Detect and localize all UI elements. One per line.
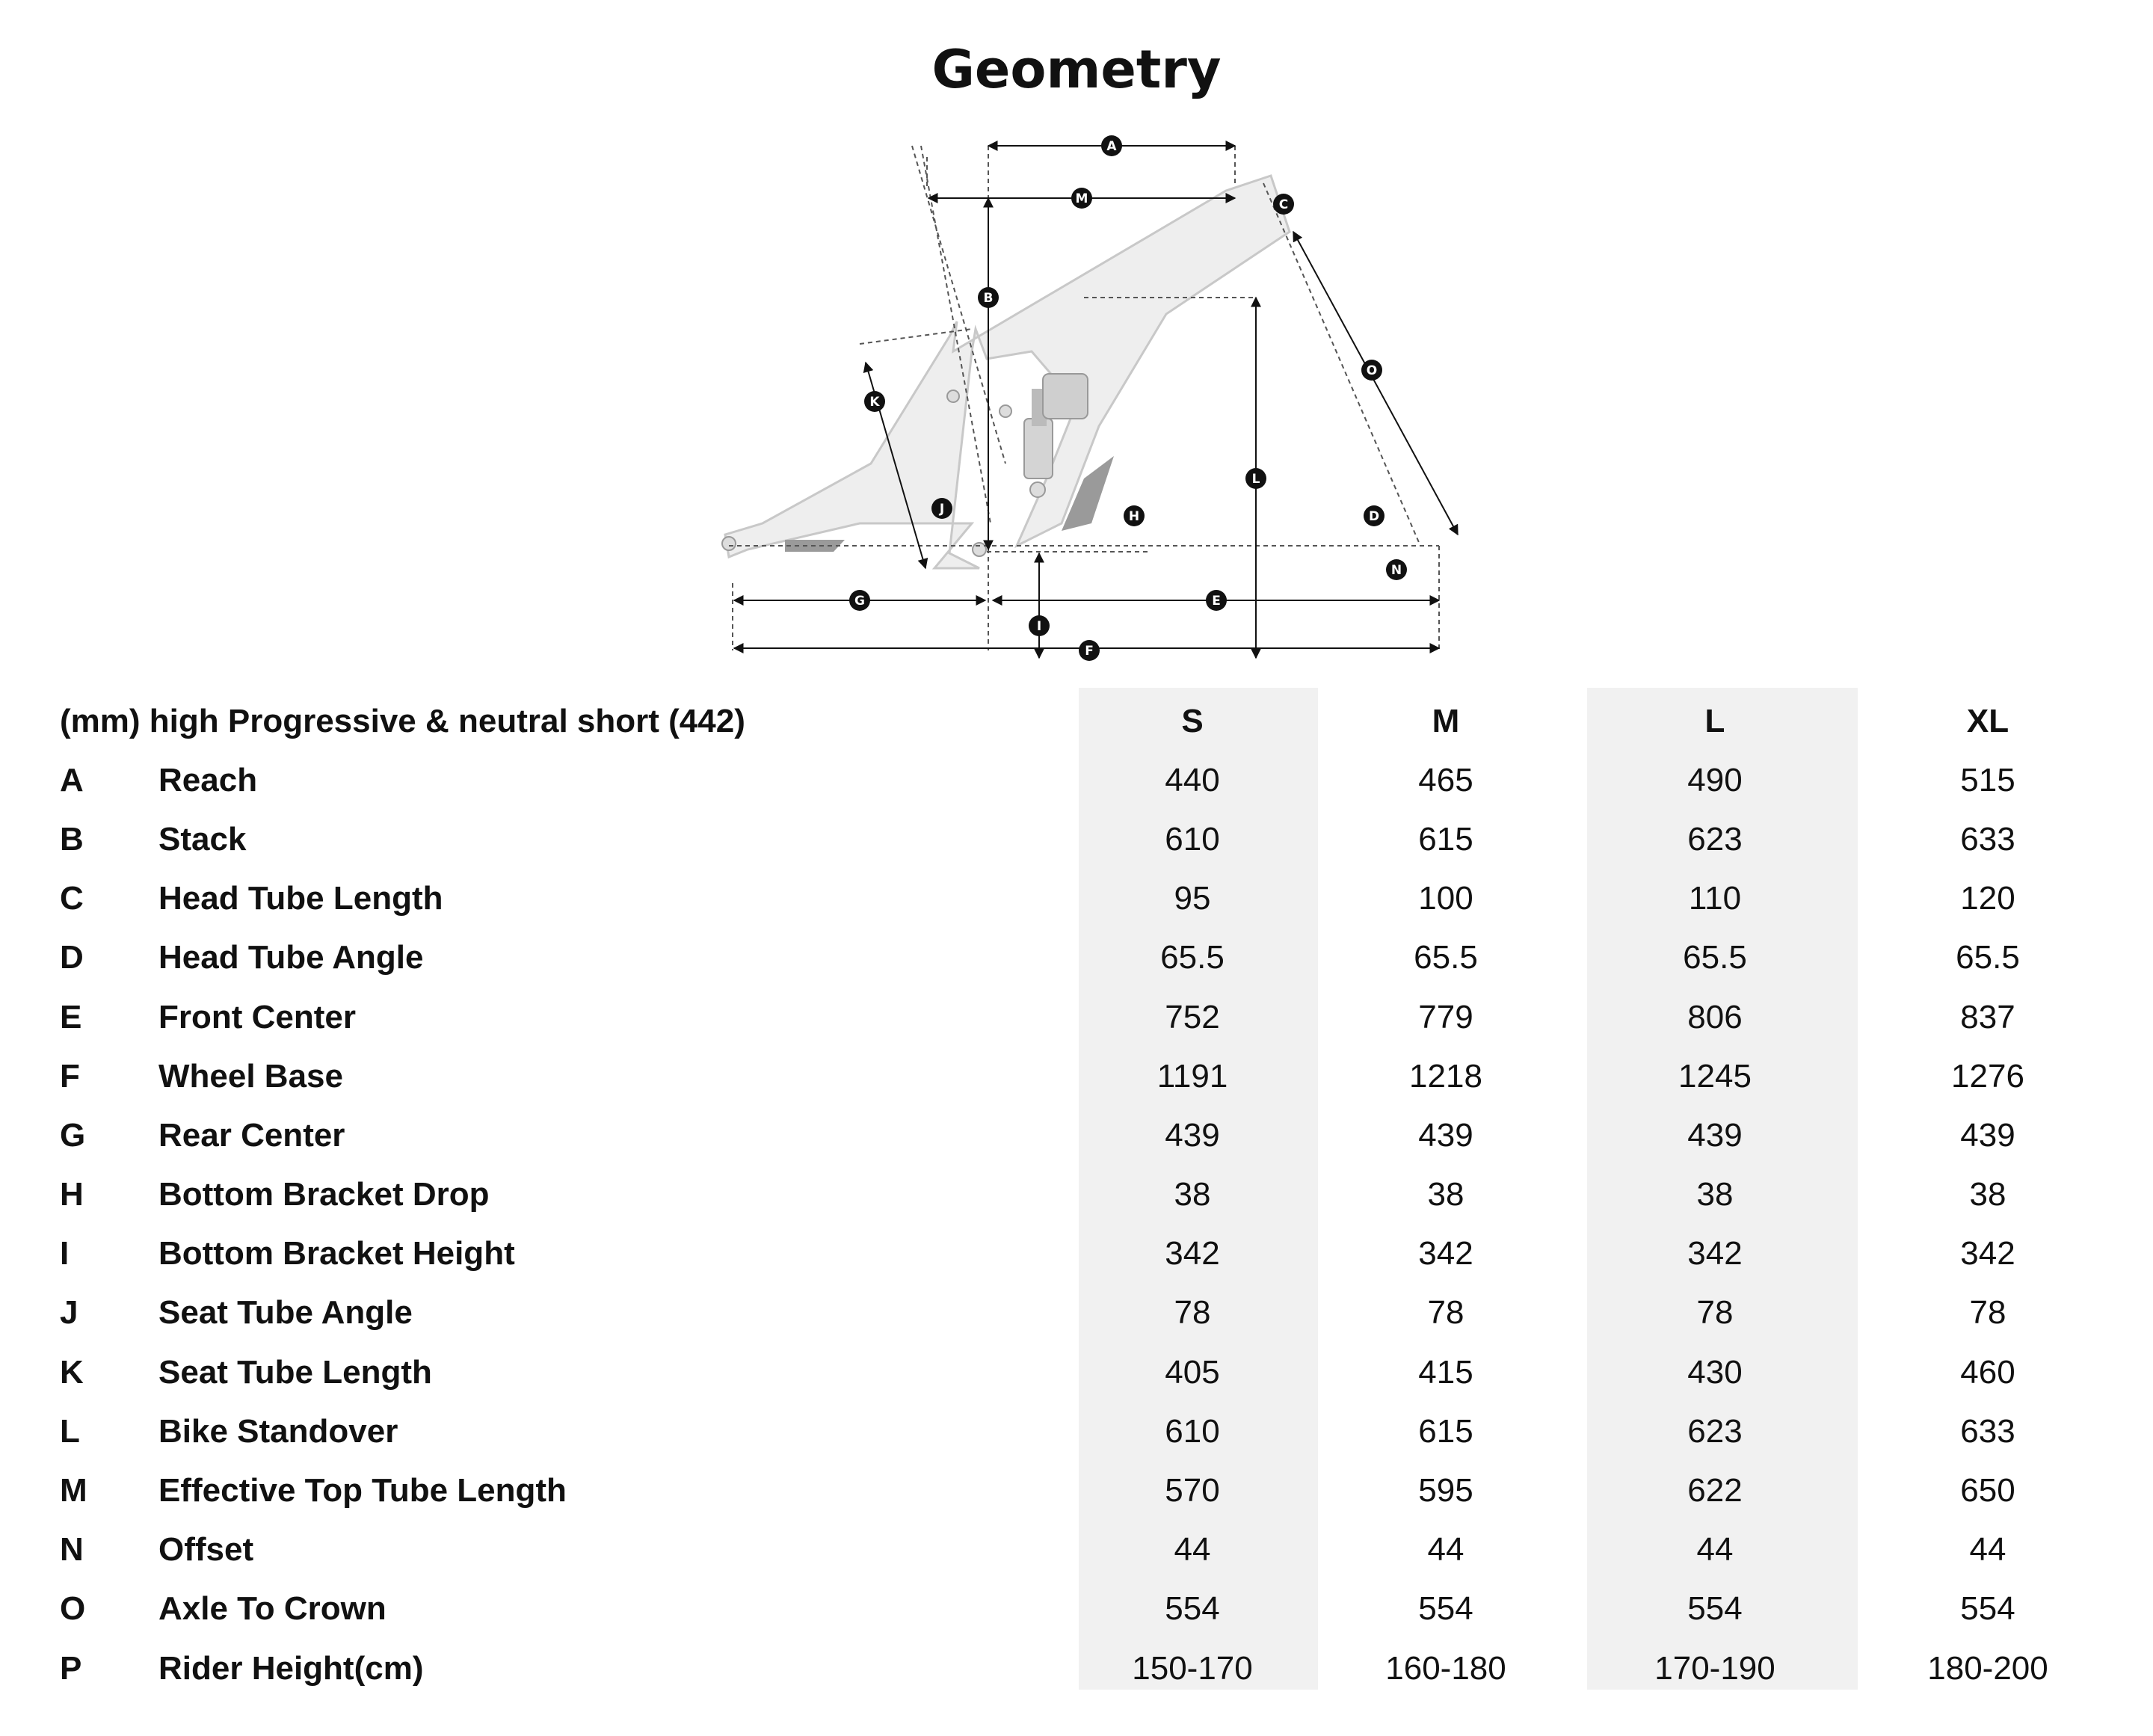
row-value: 160-180 <box>1385 1649 1506 1687</box>
table-row <box>60 1343 2125 1402</box>
table-row <box>60 869 2125 929</box>
table-row <box>60 1047 2125 1106</box>
row-letter: K <box>60 1353 84 1391</box>
label-e <box>1206 590 1227 611</box>
row-value: 610 <box>1165 1412 1220 1450</box>
row-letter: O <box>60 1590 86 1628</box>
table-row <box>60 810 2125 869</box>
row-value: 38 <box>1696 1176 1734 1213</box>
row-value: 779 <box>1418 998 1473 1035</box>
row-value: 623 <box>1687 820 1743 858</box>
size-header: S <box>1181 702 1204 739</box>
row-name: Seat Tube Length <box>158 1353 432 1391</box>
row-value: 1191 <box>1156 1057 1228 1095</box>
label-o-text: O <box>1366 363 1378 378</box>
table-row <box>60 1402 2125 1461</box>
row-value: 440 <box>1165 761 1220 798</box>
row-name: Seat Tube Angle <box>158 1294 413 1332</box>
table-row <box>60 1284 2125 1343</box>
label-d <box>1364 505 1384 526</box>
row-value: 554 <box>1165 1590 1220 1628</box>
geometry-table-body <box>60 692 2125 1698</box>
label-k-text: K <box>869 395 880 410</box>
row-value: 554 <box>1687 1590 1743 1628</box>
row-value: 170-190 <box>1654 1649 1775 1687</box>
row-letter: B <box>60 820 84 858</box>
row-value: 44 <box>1174 1531 1211 1569</box>
row-letter: L <box>60 1412 80 1450</box>
label-f-text: F <box>1085 644 1094 659</box>
geometry-table <box>60 692 2125 1698</box>
row-name: Bottom Bracket Height <box>158 1235 515 1272</box>
row-letter: C <box>60 880 84 917</box>
row-name: Head Tube Angle <box>158 939 424 976</box>
row-value: 633 <box>1960 1412 2015 1450</box>
link-pivot-2 <box>1000 405 1011 417</box>
table-row <box>60 1225 2125 1284</box>
row-value: 615 <box>1418 820 1473 858</box>
row-value: 342 <box>1960 1235 2015 1272</box>
row-value: 78 <box>1696 1294 1734 1332</box>
row-name: Axle To Crown <box>158 1590 386 1628</box>
row-value: 78 <box>1427 1294 1464 1332</box>
table-row <box>60 751 2125 810</box>
row-letter: I <box>60 1235 70 1272</box>
label-c-text: C <box>1278 197 1289 212</box>
row-name: Head Tube Length <box>158 880 443 917</box>
label-b <box>978 287 999 308</box>
row-name: Effective Top Tube Length <box>158 1472 567 1509</box>
bike-frame <box>725 176 1290 568</box>
table-row <box>60 1166 2125 1225</box>
row-value: 490 <box>1687 761 1743 798</box>
size-header: M <box>1432 702 1460 739</box>
row-value: 44 <box>1427 1531 1464 1569</box>
row-value: 38 <box>1969 1176 2006 1213</box>
row-value: 622 <box>1687 1472 1743 1509</box>
header-label: (mm) high Progressive & neutral short (442) <box>60 702 745 739</box>
row-letter: H <box>60 1176 84 1213</box>
row-letter: E <box>60 998 82 1035</box>
label-i-text: I <box>1036 619 1042 634</box>
label-k <box>864 391 885 412</box>
row-name: Front Center <box>158 998 356 1035</box>
label-a-text: A <box>1106 139 1117 154</box>
row-value: 439 <box>1687 1116 1743 1154</box>
row-name: Rider Height(cm) <box>158 1649 424 1687</box>
row-value: 1245 <box>1678 1057 1752 1095</box>
row-letter: G <box>60 1116 86 1154</box>
size-header: L <box>1704 702 1725 739</box>
row-value: 78 <box>1969 1294 2006 1332</box>
row-value: 439 <box>1165 1116 1220 1154</box>
row-name: Stack <box>158 820 247 858</box>
label-g <box>849 590 870 611</box>
table-row <box>60 1639 2125 1698</box>
row-value: 44 <box>1696 1531 1734 1569</box>
label-l <box>1245 468 1266 489</box>
row-letter: F <box>60 1057 80 1095</box>
label-c <box>1273 194 1294 215</box>
row-letter: A <box>60 761 84 798</box>
row-value: 65.5 <box>1683 939 1747 976</box>
row-value: 623 <box>1687 1412 1743 1450</box>
table-row <box>60 1521 2125 1580</box>
row-value: 554 <box>1418 1590 1473 1628</box>
table-row <box>60 1580 2125 1639</box>
row-value: 439 <box>1418 1116 1473 1154</box>
row-letter: D <box>60 939 84 976</box>
row-value: 610 <box>1165 820 1220 858</box>
label-o <box>1361 360 1382 381</box>
row-value: 65.5 <box>1956 939 2020 976</box>
label-b-text: B <box>983 291 994 306</box>
row-letter: N <box>60 1531 84 1569</box>
row-letter: P <box>60 1649 82 1687</box>
row-name: Rear Center <box>158 1116 345 1154</box>
table-row <box>60 929 2125 988</box>
label-n <box>1386 559 1407 580</box>
row-letter: J <box>60 1294 78 1332</box>
page-title: Geometry <box>931 39 1222 100</box>
row-letter: M <box>60 1472 87 1509</box>
rear-axle <box>722 537 736 550</box>
label-j-text: J <box>939 502 945 517</box>
table-row <box>60 1461 2125 1520</box>
row-value: 430 <box>1687 1353 1743 1391</box>
row-value: 95 <box>1174 880 1211 917</box>
row-value: 120 <box>1960 880 2015 917</box>
row-name: Bike Standover <box>158 1412 398 1450</box>
row-value: 100 <box>1418 880 1473 917</box>
label-m-text: M <box>1075 191 1088 206</box>
bb-pivot <box>973 543 986 556</box>
label-h-text: H <box>1128 509 1140 524</box>
label-g-text: G <box>854 594 865 609</box>
row-value: 342 <box>1687 1235 1743 1272</box>
row-name: Reach <box>158 761 258 798</box>
row-value: 595 <box>1418 1472 1473 1509</box>
row-value: 38 <box>1427 1176 1464 1213</box>
row-value: 342 <box>1165 1235 1220 1272</box>
row-value: 65.5 <box>1414 939 1478 976</box>
row-value: 1218 <box>1409 1057 1482 1095</box>
row-value: 837 <box>1960 998 2015 1035</box>
table-row <box>60 1106 2125 1165</box>
row-value: 44 <box>1969 1531 2006 1569</box>
label-n-text: N <box>1390 563 1402 578</box>
table-header-row <box>60 692 2125 751</box>
row-name: Bottom Bracket Drop <box>158 1176 490 1213</box>
label-h <box>1124 505 1145 526</box>
row-value: 806 <box>1687 998 1743 1035</box>
row-value: 110 <box>1688 880 1742 917</box>
row-value: 415 <box>1418 1353 1473 1391</box>
row-value: 615 <box>1418 1412 1473 1450</box>
row-value: 38 <box>1174 1176 1211 1213</box>
row-value: 554 <box>1960 1590 2015 1628</box>
row-value: 405 <box>1165 1353 1220 1391</box>
row-value: 465 <box>1418 761 1473 798</box>
row-value: 515 <box>1960 761 2015 798</box>
row-value: 650 <box>1960 1472 2015 1509</box>
label-a <box>1101 135 1122 156</box>
row-value: 633 <box>1960 820 2015 858</box>
link-pivot <box>947 390 959 402</box>
row-value: 460 <box>1960 1353 2015 1391</box>
row-value: 752 <box>1165 998 1220 1035</box>
row-name: Wheel Base <box>158 1057 343 1095</box>
row-value: 1276 <box>1951 1057 2024 1095</box>
bike-geometry-diagram <box>0 0 2153 673</box>
size-header: XL <box>1966 702 2009 739</box>
table-row <box>60 988 2125 1047</box>
row-value: 150-170 <box>1132 1649 1253 1687</box>
label-l-text: L <box>1251 472 1260 487</box>
label-f <box>1079 640 1100 661</box>
label-m <box>1071 188 1092 209</box>
row-value: 78 <box>1174 1294 1211 1332</box>
row-name: Offset <box>158 1531 254 1569</box>
row-value: 439 <box>1960 1116 2015 1154</box>
label-j <box>931 498 952 519</box>
row-value: 342 <box>1418 1235 1473 1272</box>
row-value: 570 <box>1165 1472 1220 1509</box>
label-i <box>1029 615 1050 636</box>
row-value: 65.5 <box>1160 939 1225 976</box>
label-e-text: E <box>1212 594 1221 609</box>
row-value: 180-200 <box>1927 1649 2048 1687</box>
label-d-text: D <box>1368 509 1380 524</box>
